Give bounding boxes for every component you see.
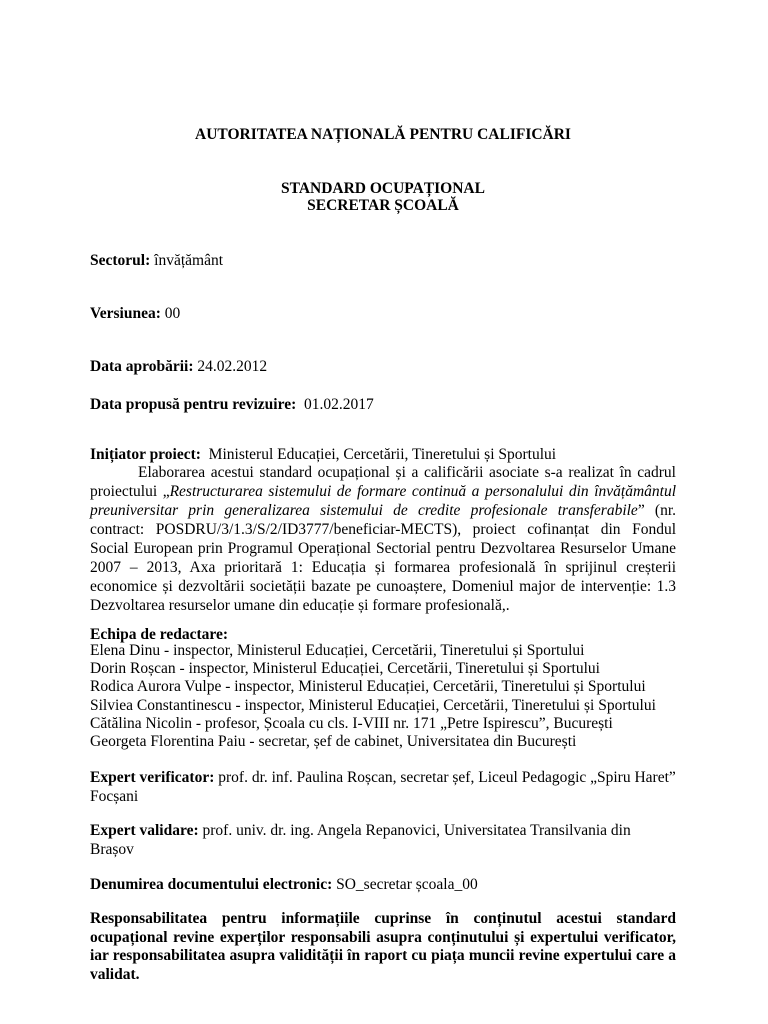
elaboration-text-end: ” (nr. contract: POSDRU/3/1.3/S/2/ID3777/beneficiar-MECTS), proiect cofinanțat din Fondul Social European prin Programul Operațional Sectorial pentru Dezvoltarea Resurselor Umane 2007 – 2013, Axa prioritară 1: Educația și formarea profesională în sprijinul creșterii economice și dezvoltării societății bazate pe cunoaștere, Domeniul major de intervenție: 1.3 Dezvoltarea resurselor umane din educație și formare profesională,. (90, 502, 676, 614)
occupation-heading: SECRETAR ȘCOALĂ (307, 197, 459, 214)
team-member: Silviea Constantinescu - inspector, Ministerul Educației, Cercetării, Tineretului și Sportului (90, 696, 656, 714)
expert-validation-row (90, 821, 676, 859)
team-member: Rodica Aurora Vulpe - inspector, Ministerul Educației, Cercetării, Tineretului și Sportului (90, 678, 646, 696)
document-name-value: SO_secretar școala_00 (336, 876, 478, 893)
document-name-label: Denumirea documentului electronic: (90, 876, 333, 893)
approval-date-value: 24.02.2012 (197, 358, 268, 375)
revision-date-label: Data propusă pentru revizuire: (90, 396, 297, 413)
revision-date-row (90, 395, 676, 414)
responsibility-statement: Responsabilitatea pentru informațiile cuprinse în conținutul acestui standard ocupațional revine experților responsabili asupra conținutului și expertului verificator, iar responsabilitatea asupra validității în raport cu piața muncii revine expertului care a validat. (90, 910, 676, 983)
elaboration-text-start: Elaborarea acestui standard ocupațional și a calificării asociate s-a realizat în cadrul proiectului „ (90, 464, 676, 500)
expert-verifier-row (90, 768, 676, 806)
expert-validation-value: prof. univ. dr. ing. Angela Repanovici, Universitatea Transilvania din Brașov (90, 822, 631, 858)
initiator-row (90, 445, 676, 464)
sector-row (90, 251, 676, 270)
initiator-value: Ministerul Educației, Cercetării, Tineretului și Sportului (208, 446, 557, 463)
team-member: Elena Dinu - inspector, Ministerul Educației, Cercetării, Tineretului și Sportului (90, 642, 585, 659)
sector-label: Sectorul: (90, 252, 151, 269)
version-value: 00 (164, 305, 181, 322)
expert-verifier-label: Expert verificator: (90, 769, 215, 786)
team-list (90, 642, 676, 751)
document-name-row (90, 875, 676, 894)
version-label: Versiunea: (90, 305, 161, 322)
elaboration-paragraph (90, 463, 676, 615)
team-heading: Echipa de redactare: (90, 626, 229, 643)
document-page (90, 0, 676, 1024)
standard-heading: STANDARD OCUPAȚIONAL (281, 180, 485, 197)
approval-date-label: Data aprobării: (90, 358, 194, 375)
initiator-label: Inițiator proiect: (90, 446, 201, 463)
revision-date-value: 01.02.2017 (304, 396, 374, 413)
sector-value: învățământ (154, 252, 224, 269)
expert-verifier-value: prof. dr. inf. Paulina Roșcan, secretar șef, Liceul Pedagogic „Spiru Haret” Focșani (90, 769, 676, 805)
project-title: Restructurarea sistemului de formare continuă a personalului din învățământul preuniversitar prin generalizarea sistemului de credite profesionale transferabile (90, 483, 677, 519)
authority-heading: AUTORITATEA NAȚIONALĂ PENTRU CALIFICĂRI (195, 126, 571, 143)
approval-date-row (90, 357, 676, 376)
expert-validation-label: Expert validare: (90, 822, 199, 839)
team-member: Cătălina Nicolin - profesor, Școala cu cls. I-VIII nr. 171 „Petre Ispirescu”, București (90, 714, 613, 732)
team-member: Georgeta Florentina Paiu - secretar, șef de cabinet, Universitatea din București (90, 733, 577, 751)
version-row (90, 304, 676, 323)
team-member: Dorin Roșcan - inspector, Ministerul Educației, Cercetării, Tineretului și Sportului (90, 660, 600, 678)
